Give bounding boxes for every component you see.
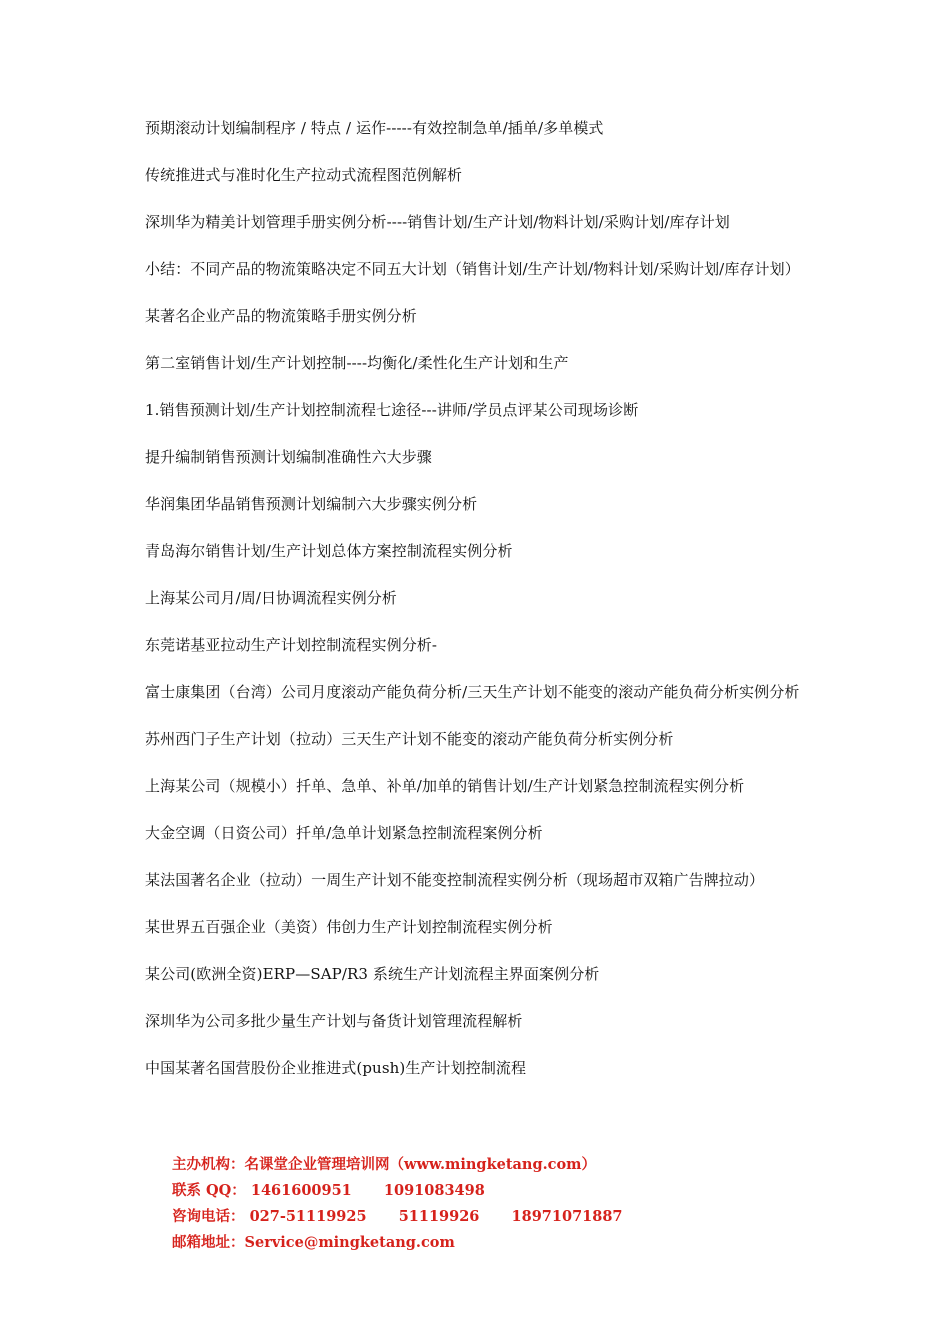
- organizer-line: 主办机构：名课堂企业管理培训网（www.mingketang.com）: [172, 1156, 597, 1173]
- outline-paragraph: 小结：不同产品的物流策略决定不同五大计划（销售计划/生产计划/物料计划/采购计划/库存计划）: [145, 260, 800, 278]
- phone-label: 咨询电话：: [172, 1208, 245, 1225]
- outline-paragraph: 苏州西门子生产计划（拉动）三天生产计划不能变的滚动产能负荷分析实例分析: [145, 730, 674, 748]
- qq-number: 1461600951: [250, 1182, 352, 1199]
- phone-number: 18971071887: [511, 1208, 623, 1225]
- outline-paragraph: 上海某公司（规模小）扦单、急单、补单/加单的销售计划/生产计划紧急控制流程实例分析: [145, 777, 745, 795]
- qq-line: [172, 1178, 732, 1204]
- outline-paragraph: 第二室销售计划/生产计划控制----均衡化/柔性化生产计划和生产: [145, 354, 569, 372]
- outline-paragraph: 东莞诺基亚拉动生产计划控制流程实例分析-: [145, 636, 438, 654]
- phone-number: 027-51119925: [249, 1208, 367, 1225]
- outline-paragraph: 1.销售预测计划/生产计划控制流程七途径---讲师/学员点评某公司现场诊断: [145, 401, 639, 419]
- contact-banner: [172, 1152, 732, 1256]
- outline-paragraph: 某法国著名企业（拉动）一周生产计划不能变控制流程实例分析（现场超市双箱广告牌拉动）: [145, 871, 765, 889]
- outline-paragraph: 深圳华为公司多批少量生产计划与备货计划管理流程解析: [145, 1012, 523, 1030]
- outline-paragraph: 华润集团华晶销售预测计划编制六大步骤实例分析: [145, 495, 478, 513]
- outline-paragraph: 某著名企业产品的物流策略手册实例分析: [145, 307, 417, 325]
- outline-paragraph: 深圳华为精美计划管理手册实例分析----销售计划/生产计划/物料计划/采购计划/库存计划: [145, 213, 730, 231]
- outline-paragraph: 青岛海尔销售计划/生产计划总体方案控制流程实例分析: [145, 542, 513, 560]
- outline-paragraph: 大金空调（日资公司）扦单/急单计划紧急控制流程案例分析: [145, 824, 543, 842]
- outline-paragraph: 中国某著名国营股份企业推进式(push)生产计划控制流程: [145, 1059, 527, 1077]
- phone-number: 51119926: [398, 1208, 480, 1225]
- outline-paragraph: 富士康集团（台湾）公司月度滚动产能负荷分析/三天生产计划不能变的滚动产能负荷分析实例分析: [145, 683, 800, 701]
- phone-line: [172, 1204, 732, 1230]
- outline-paragraph: 某世界五百强企业（美资）伟创力生产计划控制流程实例分析: [145, 918, 553, 936]
- outline-paragraph: 传统推进式与准时化生产拉动式流程图范例解析: [145, 166, 463, 184]
- qq-number: 1091083498: [383, 1182, 485, 1199]
- outline-paragraph: 提升编制销售预测计划编制准确性六大步骤: [145, 448, 432, 466]
- course-outline: [145, 116, 825, 1103]
- qq-label: 联系 QQ：: [172, 1182, 246, 1199]
- outline-paragraph: 上海某公司月/周/日协调流程实例分析: [145, 589, 397, 607]
- outline-paragraph: 某公司(欧洲全资)ERP—SAP/R3 系统生产计划流程主界面案例分析: [145, 965, 600, 983]
- email-line: 邮箱地址：Service@mingketang.com: [172, 1234, 455, 1251]
- outline-paragraph: 预期滚动计划编制程序 / 特点 / 运作-----有效控制急单/插单/多单模式: [145, 119, 604, 137]
